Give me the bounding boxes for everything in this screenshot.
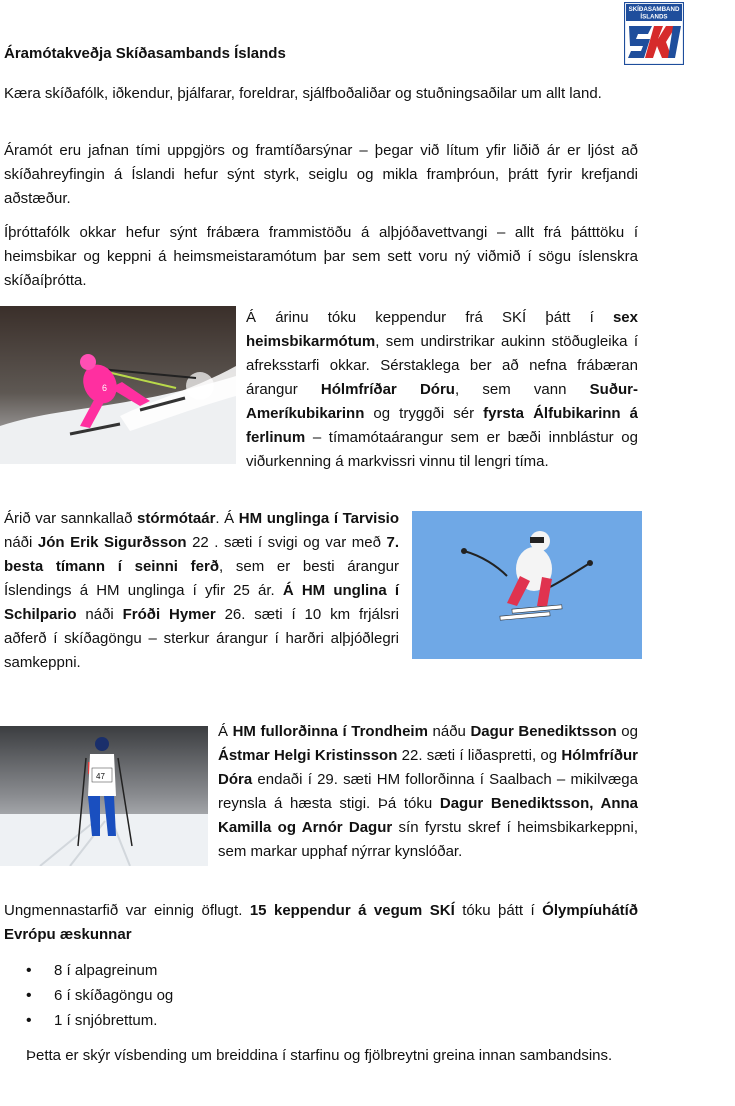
p6-bold-1: HM fullorðinna í Trondheim bbox=[232, 723, 428, 740]
paragraph-greeting: Kæra skíðafólk, iðkendur, þjálfarar, foreldrar, sjálfboðaliðar og stuðningsaðilar um allt land. bbox=[4, 85, 602, 102]
paragraph-youth bbox=[4, 899, 638, 947]
p4-bold-4: fyrsta Álfubikarinn á ferlinum bbox=[246, 405, 638, 446]
p5-text-1: Árið var sannkallað bbox=[4, 510, 138, 527]
p6-bold-3: Ástmar Helgi Kristinsson bbox=[218, 747, 398, 764]
paragraph-review: Áramót eru jafnan tími uppgjörs og framtíðarsýnar – þegar við lítum yfir liðið ár er ljóst að skíðahreyfingin á Íslandi hefur sýnt styrk, seiglu og mikla framþróun, þrátt fyrir krefjandi aðstæður. bbox=[4, 142, 638, 207]
ski-federation-logo bbox=[624, 2, 684, 65]
p5-bold-4: 7. besta tímann í seinni ferð bbox=[4, 534, 399, 575]
p5-text-7: 26. sæti í 10 km frjálsri aðferð í skíðagöngu – sterkur árangur í harðri alþjóðlegri samkeppni. bbox=[4, 606, 399, 671]
p6-text-6: sín fyrstu skref í heimsbikarkeppni, sem markar upphaf nýrrar kynslóðar. bbox=[218, 819, 638, 860]
p6-text-4: 22. sæti í liðaspretti, og bbox=[397, 747, 562, 764]
p5-text-3: náði bbox=[4, 534, 38, 551]
page-title: Áramótakveðja Skíðasambands Íslands bbox=[4, 45, 286, 62]
p4-text-3: , sem vann bbox=[454, 381, 590, 398]
p7-text-1: Ungmennastarfið var einnig öflugt. bbox=[4, 902, 250, 919]
p4-text-2: , sem undirstrikar aukinn stöðugleika í afreksstarfi okkar. Sérstaklega ber að nefna frábæran árangur bbox=[246, 333, 638, 398]
p5-bold-3: Jón Erik Sigurðsson bbox=[37, 534, 187, 551]
paragraph-championships bbox=[4, 507, 399, 675]
p4-bold-2: Hólmfríðar Dóru bbox=[320, 381, 455, 398]
logo-line1: SKÍÐASAMBAND bbox=[628, 6, 680, 13]
list-item: • 1 í snjóbrettum. bbox=[26, 1008, 173, 1033]
p6-bold-5: Dagur Benediktsson, Anna Kamilla og Arnór Dagur bbox=[218, 795, 638, 836]
participants-list bbox=[26, 958, 173, 1033]
p7-bold-2: Ólympíuhátíð Evrópu æskunnar bbox=[4, 902, 638, 943]
bib-number-1: 6 bbox=[102, 383, 108, 393]
p4-text-5: – tímamótaárangur sem er bæði innblástur og viðurkenning á markvissri vinnu til lengri tíma. bbox=[246, 429, 638, 470]
p6-text-3: og bbox=[616, 723, 638, 740]
p6-text-2: náðu bbox=[427, 723, 471, 740]
p6-text-1: Á bbox=[218, 723, 233, 740]
list-item: • 8 í alpagreinum bbox=[26, 958, 173, 983]
p5-text-4: 22 . sæti í svigi og var með bbox=[186, 534, 387, 551]
p7-bold-1: 15 keppendur á vegum SKÍ bbox=[249, 902, 455, 919]
p5-text-5: , sem er besti árangur Íslendings á HM unglinga í yfir 25 ár. bbox=[4, 558, 399, 599]
p5-bold-1: stórmótaár bbox=[137, 510, 216, 527]
logo-line2: ÍSLANDS bbox=[640, 13, 668, 21]
p4-bold-3: Suður-Ameríkubikarinn bbox=[246, 381, 638, 422]
p6-text-5: endaði í 29. sæti HM follorðinna í Saalbach – mikilvæga reynsla á hæsta stigi. Þá tóku bbox=[218, 771, 638, 812]
p5-text-2: . Á bbox=[215, 510, 239, 527]
paragraph-senior-championships bbox=[0, 720, 638, 866]
p7-text-2: tóku þátt í bbox=[454, 902, 543, 919]
p6-bold-4: Hólmfríður Dóra bbox=[218, 747, 638, 788]
bib-number-3: 47 bbox=[96, 772, 105, 781]
downhill-skier-photo bbox=[412, 511, 642, 659]
p5-bold-5: Á HM unglina í Schilpario bbox=[4, 582, 399, 623]
p5-bold-2: HM unglinga í Tarvisio bbox=[238, 510, 400, 527]
p4-text-1: Á árinu tóku keppendur frá SKÍ þátt í bbox=[246, 309, 613, 326]
p5-text-6: náði bbox=[76, 606, 123, 623]
p6-bold-2: Dagur Benediktsson bbox=[470, 723, 617, 740]
paragraph-world-cup bbox=[0, 306, 638, 474]
paragraph-closing: Þetta er skýr vísbending um breiddina í starfinu og fjölbreytni greina innan sambandsins. bbox=[26, 1047, 613, 1064]
paragraph-international: Íþróttafólk okkar hefur sýnt frábæra frammistöðu á alþjóðavettvangi – allt frá þátttöku í heimsbikar og keppni á heimsmeistaramótum þar sem sett voru ný viðmið í sögu íslenskra skíðaíþrótta. bbox=[4, 224, 638, 289]
p4-text-4: og tryggði sér bbox=[364, 405, 484, 422]
p5-bold-6: Fróði Hymer bbox=[122, 606, 216, 623]
p4-bold-1: sex heimsbikarmótum bbox=[246, 309, 638, 350]
list-item: • 6 í skíðagöngu og bbox=[26, 983, 173, 1008]
